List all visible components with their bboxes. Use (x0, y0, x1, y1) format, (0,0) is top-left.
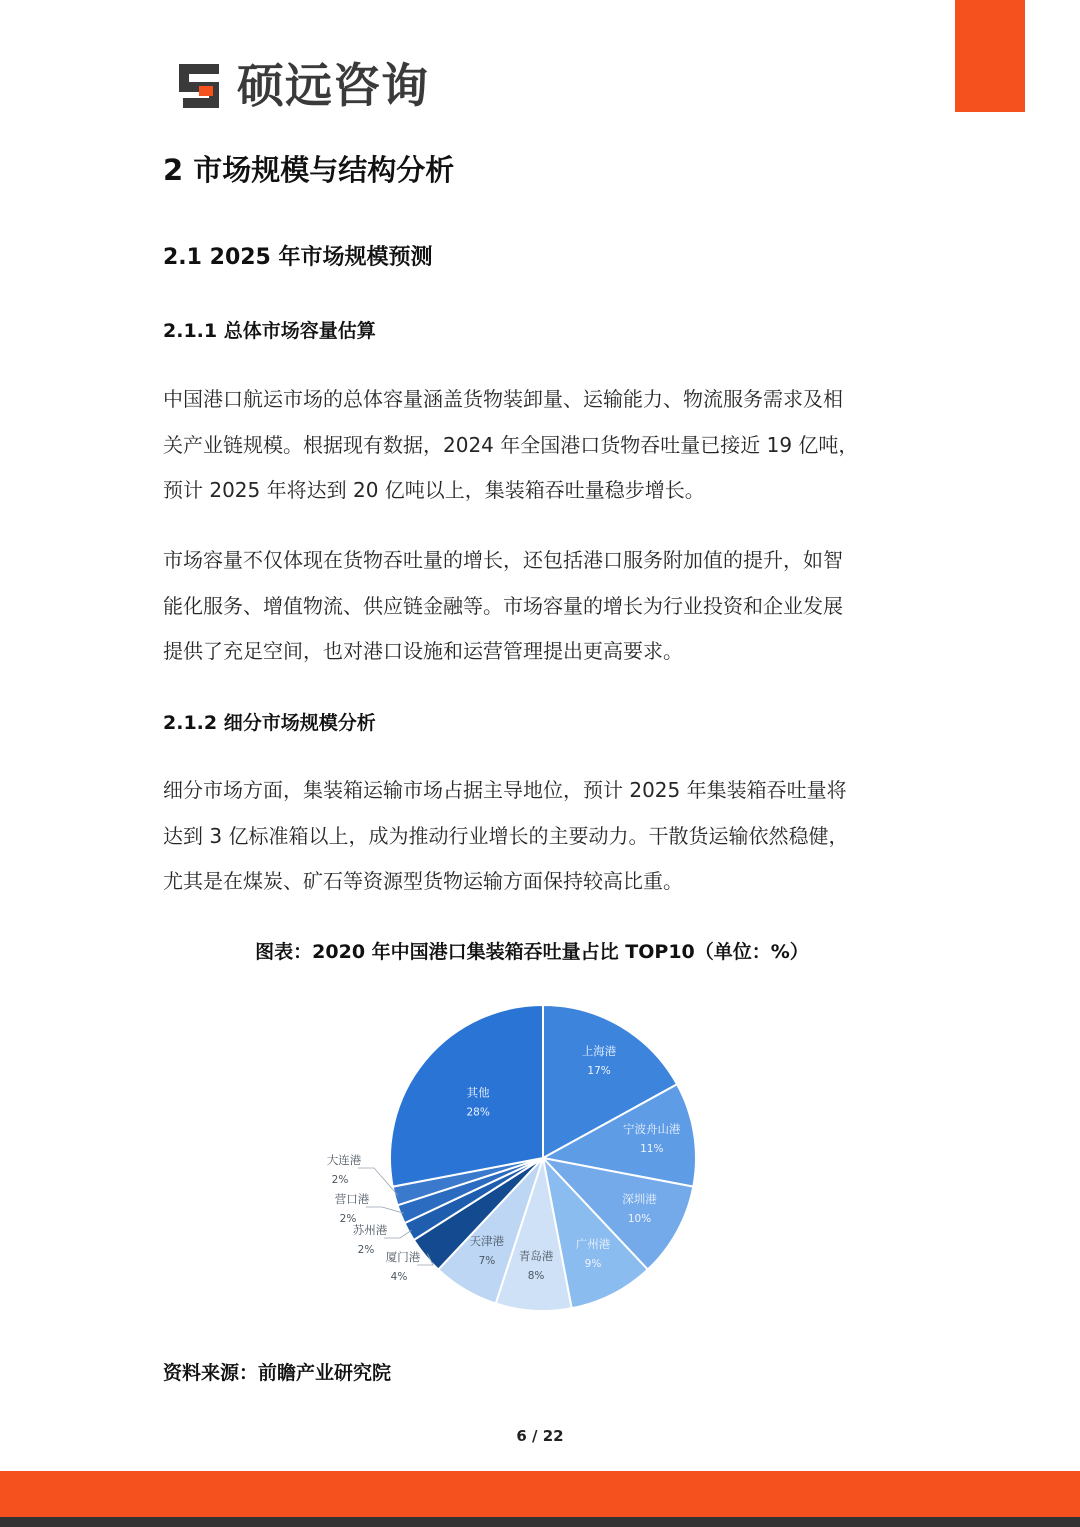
subsubsection-title-segments: 2.1.2 细分市场规模分析 (163, 712, 376, 734)
slice-value-label: 9% (584, 1258, 602, 1271)
slice-category-label: 苏州港 (352, 1223, 388, 1237)
slice-value-label: 17% (587, 1065, 611, 1078)
footer-dark-line (0, 1517, 1080, 1527)
brand-name: 硕远咨询 (237, 58, 429, 114)
paragraph-capacity-2 (163, 538, 923, 675)
leader-line (384, 1230, 412, 1238)
paragraph-capacity-1 (163, 377, 923, 514)
figure-caption: 图表：2020 年中国港口集装箱吞吐量占比 TOP10（单位：%） (255, 941, 809, 963)
text-line: 能化服务、增值物流、供应链金融等。市场容量的增长为行业投资和企业发展 (163, 593, 843, 618)
text-line: 关产业链规模。根据现有数据，2024 年全国港口货物吞吐量已接近 19 亿吨， (163, 432, 859, 457)
text-line: 预计 2025 年将达到 20 亿吨以上，集装箱吞吐量稳步增长。 (163, 478, 705, 502)
text-line: 细分市场方面，集装箱运输市场占据主导地位，预计 2025 年集装箱吞吐量将 (163, 778, 847, 802)
section-title: 2 市场规模与结构分析 (163, 153, 455, 187)
slice-value-label: 2% (331, 1174, 349, 1186)
slice-value-label: 8% (527, 1269, 545, 1282)
slice-value-label: 4% (390, 1271, 408, 1283)
corner-accent-block (955, 0, 1025, 112)
slice-category-label: 深圳港 (622, 1192, 657, 1207)
text-line: 达到 3 亿标准箱以上，成为推动行业增长的主要动力。干散货运输依然稳健， (163, 823, 849, 848)
text-line: 中国港口航运市场的总体容量涵盖货物装卸量、运输能力、物流服务需求及相 (163, 387, 843, 411)
text-line: 尤其是在煤炭、矿石等资源型货物运输方面保持较高比重。 (163, 869, 683, 893)
slice-value-label: 2% (339, 1213, 357, 1225)
slice-value-label: 11% (640, 1142, 664, 1155)
pie-chart-svg (300, 990, 800, 1330)
subsection-title: 2.1 2025 年市场规模预测 (163, 245, 433, 270)
pie-chart (300, 990, 800, 1330)
page-number: 6 / 22 (516, 1427, 564, 1445)
slice-category-label: 厦门港 (385, 1250, 421, 1264)
slice-value-label: 7% (478, 1254, 496, 1267)
subsubsection-title-capacity: 2.1.1 总体市场容量估算 (163, 320, 376, 342)
text-line: 提供了充足空间，也对港口设施和运营管理提出更高要求。 (163, 639, 683, 663)
text-line: 市场容量不仅体现在货物吞吐量的增长，还包括港口服务附加值的提升，如智 (163, 548, 843, 572)
paragraph-segments (163, 768, 923, 905)
s-logo-icon (175, 60, 227, 112)
slice-category-label: 宁波舟山港 (623, 1121, 681, 1136)
figure-source: 资料来源：前瞻产业研究院 (163, 1362, 392, 1384)
slice-value-label: 10% (627, 1213, 652, 1226)
brand-logo (175, 58, 429, 114)
footer-accent-bar (0, 1471, 1080, 1517)
slice-category-label: 广州港 (575, 1237, 611, 1252)
slice-category-label: 上海港 (581, 1044, 617, 1059)
slice-value-label: 2% (357, 1244, 375, 1256)
slice-category-label: 青岛港 (518, 1248, 554, 1263)
slice-category-label: 大连港 (326, 1153, 362, 1167)
slice-category-label: 天津港 (469, 1233, 505, 1248)
slice-value-label: 28% (466, 1106, 490, 1119)
slice-category-label: 其他 (466, 1085, 490, 1100)
slice-category-label: 营口港 (334, 1192, 370, 1206)
